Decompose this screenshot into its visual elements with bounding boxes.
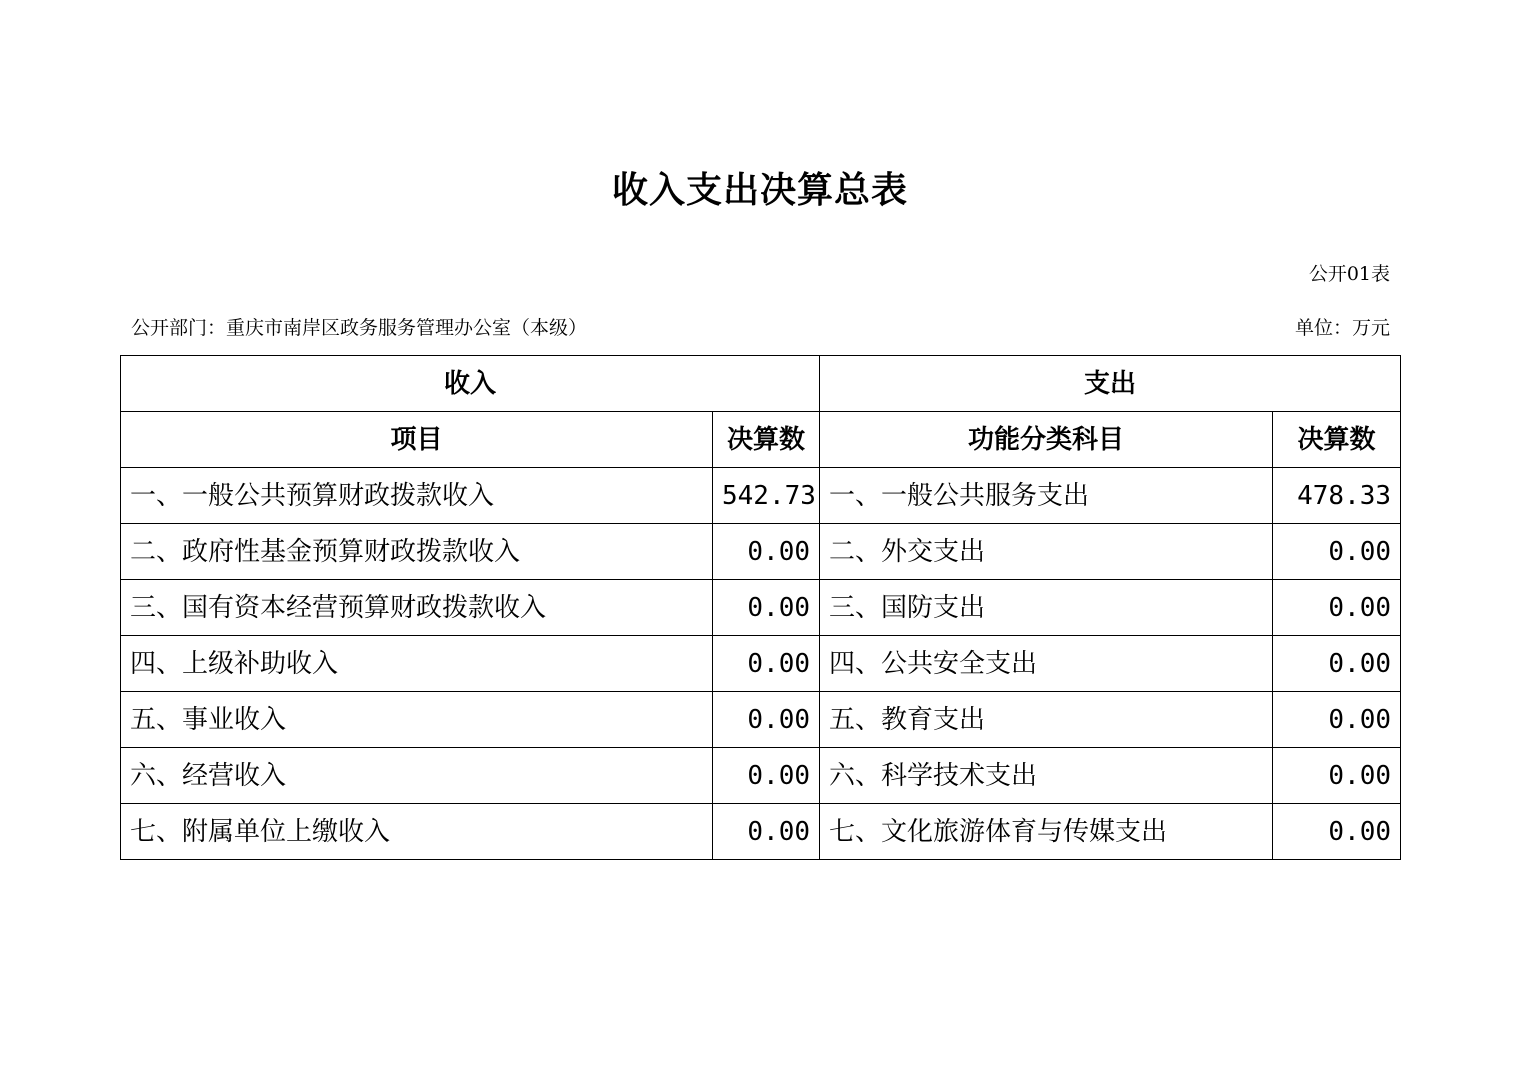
expense-group-header: 支出: [820, 356, 1401, 412]
unit-label: 单位：万元: [1294, 317, 1390, 339]
expense-item-header: 功能分类科目: [820, 412, 1273, 468]
income-item-cell: 六、经营收入: [121, 748, 713, 804]
income-item-cell: 一、一般公共预算财政拨款收入: [121, 468, 713, 524]
expense-item-cell: 三、国防支出: [820, 580, 1273, 636]
table-row: [121, 748, 1401, 804]
income-item-cell: 五、事业收入: [121, 692, 713, 748]
expense-amount-cell: 0.00: [1273, 748, 1401, 804]
expense-amount-cell: 0.00: [1273, 524, 1401, 580]
income-amount-cell: 0.00: [713, 692, 820, 748]
expense-item-cell: 六、科学技术支出: [820, 748, 1273, 804]
expense-item-cell: 五、教育支出: [820, 692, 1273, 748]
expense-amount-cell: 0.00: [1273, 804, 1401, 860]
income-amount-cell: 0.00: [713, 524, 820, 580]
table-row: [121, 580, 1401, 636]
expense-amount-cell: 478.33: [1273, 468, 1401, 524]
expense-amount-cell: 0.00: [1273, 692, 1401, 748]
table-group-header-row: [121, 356, 1401, 412]
income-item-cell: 四、上级补助收入: [121, 636, 713, 692]
table-row: [121, 692, 1401, 748]
income-item-header: 项目: [121, 412, 713, 468]
income-amount-cell: 0.00: [713, 636, 820, 692]
income-item-cell: 七、附属单位上缴收入: [121, 804, 713, 860]
table-row: [121, 524, 1401, 580]
budget-summary-table: [120, 355, 1401, 860]
income-amount-cell: 0.00: [713, 580, 820, 636]
expense-amount-header: 决算数: [1273, 412, 1401, 468]
income-amount-cell: 0.00: [713, 748, 820, 804]
table-row: [121, 468, 1401, 524]
expense-item-cell: 二、外交支出: [820, 524, 1273, 580]
income-item-cell: 二、政府性基金预算财政拨款收入: [121, 524, 713, 580]
table-column-header-row: [121, 412, 1401, 468]
expense-item-cell: 四、公共安全支出: [820, 636, 1273, 692]
income-amount-cell: 542.73: [713, 468, 820, 524]
expense-item-cell: 一、一般公共服务支出: [820, 468, 1273, 524]
expense-amount-cell: 0.00: [1273, 580, 1401, 636]
table-row: [121, 636, 1401, 692]
income-amount-cell: 0.00: [713, 804, 820, 860]
income-item-cell: 三、国有资本经营预算财政拨款收入: [121, 580, 713, 636]
income-amount-header: 决算数: [713, 412, 820, 468]
department-label: 公开部门：重庆市南岸区政务服务管理办公室（本级）: [131, 317, 588, 339]
expense-item-cell: 七、文化旅游体育与传媒支出: [820, 804, 1273, 860]
form-number: 公开01表: [1308, 263, 1390, 285]
page-title: 收入支出决算总表: [611, 170, 908, 211]
table-row: [121, 804, 1401, 860]
income-group-header: 收入: [121, 356, 820, 412]
expense-amount-cell: 0.00: [1273, 636, 1401, 692]
